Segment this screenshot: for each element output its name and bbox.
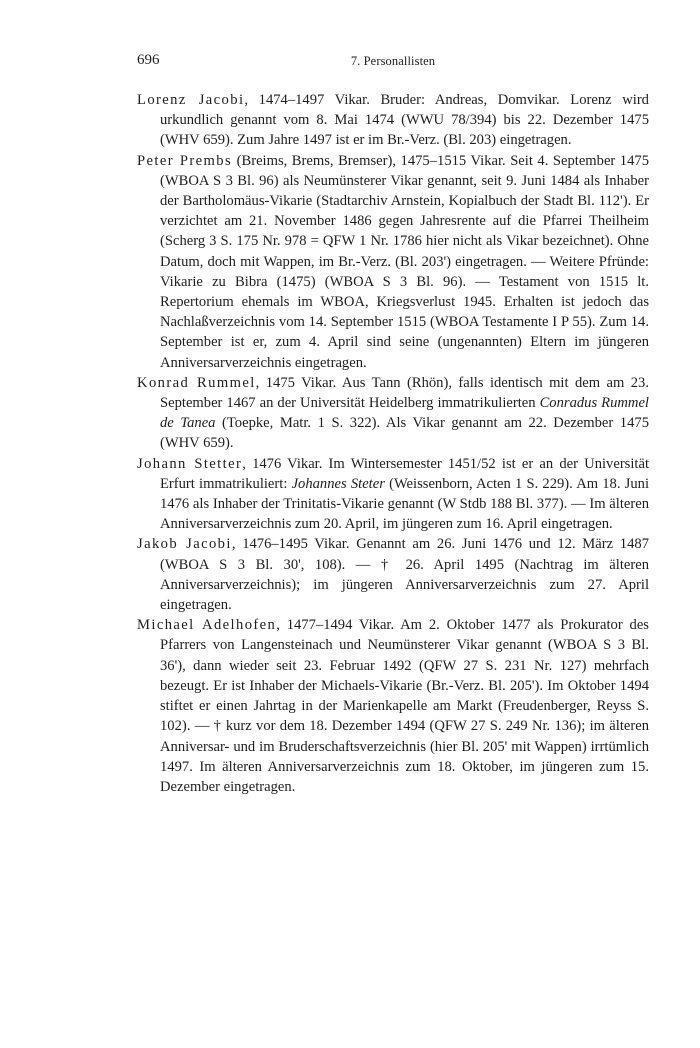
entry-lorenz-jacobi	[137, 90, 649, 151]
page-number: 696	[137, 52, 160, 68]
entry-text: , 1474–1497 Vikar. Bruder: Andreas, Domvikar. Lorenz wird urkundlich genannt vom 8. Mai 1474 (WWU 78/394) bis 22. Dezember 1475 (WHV 659). Zum Jahre 1497 ist er im Br.-Verz. (Bl. 203) eingetragen.	[160, 92, 649, 149]
page-header	[137, 50, 649, 72]
entry-name: Michael Adelhofen	[137, 617, 277, 634]
entry-name: Peter Prembs	[137, 152, 233, 169]
entry-jakob-jacobi	[137, 534, 649, 615]
entry-name: Konrad Rummel	[137, 374, 256, 391]
entry-text-italic: Conradus Rummel de Tanea	[160, 395, 649, 432]
entry-text: (Breims, Brems, Bremser), 1475–1515 Vikar. Seit 4. September 1475 (WBOA S 3 Bl. 96) als Neumünsterer Vikar genannt, seit 9. Juni 1484 als Inhaber der Bartholomäus-Vikarie (Stadtarchiv Arnstein, Kopialbuch der Stadt Bl. 112'). Er verzichtet am 21. November 1486 gegen Jahresrente auf die Pfarrei Theilheim (Scherg 3 S. 175 Nr. 978 = QFW 1 Nr. 1786 hier nicht als Vikar bezeichnet). Ohne Datum, doch mit Wappen, im Br.-Verz. (Bl. 203') eingetragen. — Weitere Pfründe: Vikarie zu Bibra (1475) (WBOA S 3 Bl. 96). — Testament von 1515 lt. Repertorium ehemals im WBOA, Kriegsverlust 1945. Erhalten ist jedoch das Nachlaßverzeichnis vom 14. September 1515 (WBOA Testamente I P 55). Zum 14. September ist er, zum 4. April sind seine (ungenannten) Eltern im jüngeren Anniversarverzeichnis eingetragen.	[160, 152, 649, 371]
entry-peter-prembs	[137, 151, 649, 373]
entry-text: , 1476–1495 Vikar. Genannt am 26. Juni 1476 und 12. März 1487 (WBOA S 3 Bl. 30', 108). — † 26. April 1495 (Nachtrag im älteren Anniversarverzeichnis); im jüngeren Anniversarverzeichnis zum 27. April eingetragen.	[160, 536, 649, 614]
entry-michael-adelhofen	[137, 615, 649, 797]
entry-konrad-rummel	[137, 373, 649, 454]
entry-text-italic: Johannes Steter	[291, 475, 385, 492]
entry-name: Jakob Jacobi	[137, 536, 232, 553]
running-title: 7. Personallisten	[350, 54, 436, 68]
entry-text: , 1477–1494 Vikar. Am 2. Oktober 1477 als Prokurator des Pfarrers von Langensteinach und Neumünsterer Vikar genannt (WBOA S 3 Bl. 36'), dann wieder seit 23. Februar 1492 (QFW 27 S. 231 Nr. 127) mehrfach bezeugt. Er ist Inhaber der Michaels-Vikarie (Br.-Verz. Bl. 205'). Im Oktober 1494 stiftet er einen Jahrtag in der Marienkapelle am Markt (Freudenberger, Reyss S. 102). — † kurz vor dem 18. Dezember 1494 (QFW 27 S. 249 Nr. 136); im älteren Anniversar- und im Bruderschaftsverzeichnis (hier Bl. 205' mit Wappen) irrtümlich 1497. Im älteren Anniversarverzeichnis zum 18. Oktober, im jüngeren zum 15. Dezember eingetragen.	[160, 617, 649, 795]
entry-name: Lorenz Jacobi	[137, 92, 245, 108]
entry-name: Johann Stetter	[137, 455, 243, 472]
entry-text: , 1475 Vikar. Aus Tann (Rhön), falls identisch mit dem am 23. September 1467 an der Universität Heidelberg immatrikulierten	[160, 374, 649, 412]
entry-johann-stetter	[137, 454, 649, 535]
entry-text: (Toepke, Matr. 1 S. 322). Als Vikar genannt am 22. Dezember 1475 (WHV 659).	[160, 415, 649, 452]
entry-list	[137, 90, 649, 797]
entry-text: , 1476 Vikar. Im Wintersemester 1451/52 ist er an der Universität Erfurt immatrikuliert:	[160, 455, 650, 492]
entry-text: (Weissenborn, Acten 1 S. 229). Am 18. Juni 1476 als Inhaber der Trinitatis-Vikarie genannt (W Stdb 188 Bl. 377). — Im älteren Anniversarverzeichnis zum 20. April, im jüngeren zum 16. April eingetragen.	[160, 475, 650, 533]
